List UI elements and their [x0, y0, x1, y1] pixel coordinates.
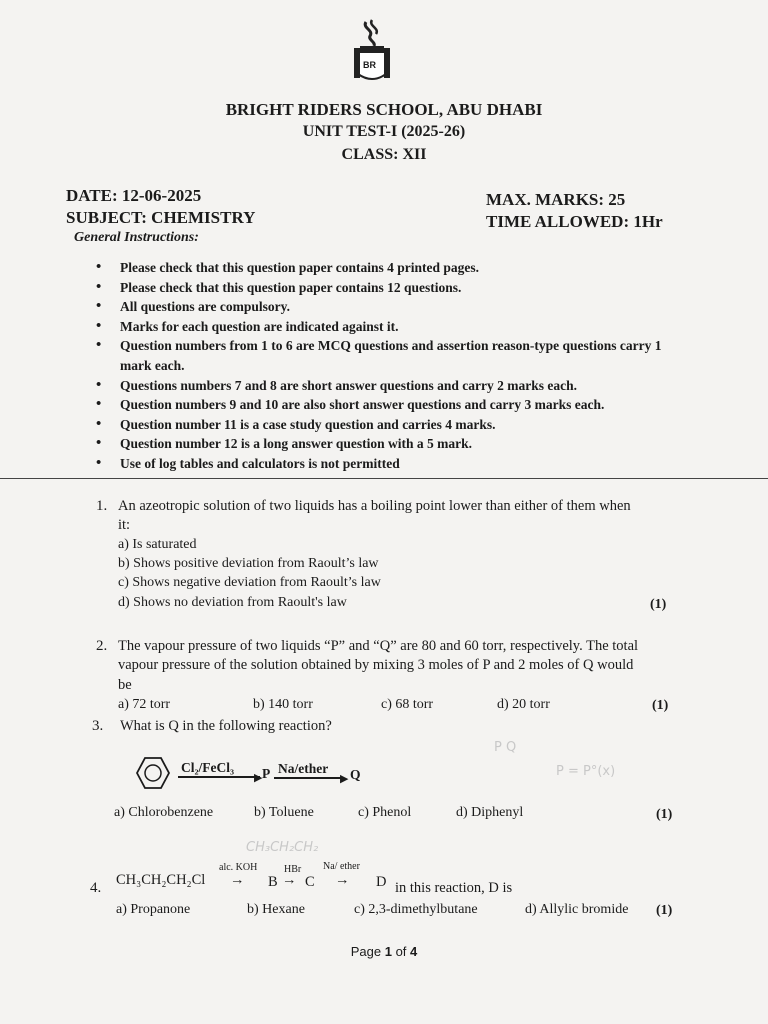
option-c: c) 2,3-dimethylbutane: [354, 902, 478, 917]
option-a: a) Is saturated: [118, 537, 197, 552]
question-text: The vapour pressure of two liquids “P” and “Q” are 80 and 60 torr, respectively. The total: [118, 638, 639, 654]
max-marks-label: MAX. MARKS: 25: [486, 190, 626, 209]
class-label: CLASS: XII: [341, 146, 427, 163]
reagent-2: Na/ether: [278, 761, 329, 776]
reaction-arrow: [178, 776, 260, 778]
instruction-item: • Question number 11 is a case study question and carries 4 marks.: [96, 415, 696, 435]
product-p: P: [262, 766, 271, 781]
marks-label: (1): [656, 903, 673, 918]
benzene-ring-icon: [136, 757, 170, 794]
reagent-2: HBr: [284, 864, 302, 875]
subject-label: SUBJECT: CHEMISTRY: [66, 208, 256, 227]
instruction-item: • Question numbers 9 and 10 are also short answer questions and carry 3 marks each.: [96, 395, 696, 415]
question-text: vapour pressure of the solution obtained by mixing 3 moles of P and 2 moles of Q would: [118, 657, 634, 673]
intermediate-c: C: [305, 874, 315, 890]
arrow-head-icon: ▶: [254, 772, 263, 784]
handwritten-note: P = P°(x): [556, 764, 616, 779]
option-d: d) Diphenyl: [456, 805, 524, 820]
question-number: 2.: [96, 638, 108, 654]
section-divider: [0, 478, 768, 479]
instruction-item: • Questions numbers 7 and 8 are short answer questions and carry 2 marks each.: [96, 376, 696, 396]
instruction-item: • Marks for each question are indicated against it.: [96, 317, 696, 337]
option-a: a) Chlorobenzene: [114, 805, 214, 820]
page-number: Page 1 of 4: [350, 944, 418, 959]
arrow: →: [282, 872, 297, 888]
question-number: 4.: [90, 880, 102, 896]
question-text: it:: [118, 517, 131, 533]
marks-label: (1): [650, 597, 667, 612]
option-b: b) Shows positive deviation from Raoult’s law: [118, 556, 379, 571]
question-number: 3.: [92, 718, 104, 734]
handwritten-note: P Q: [494, 740, 517, 755]
option-c: c) Shows negative deviation from Raoult’s law: [118, 575, 381, 590]
reagent-1: alc. KOH: [219, 862, 258, 873]
arrow: →: [230, 872, 245, 888]
question-text: What is Q in the following reaction?: [120, 718, 332, 734]
reagent-3: Na/ ether: [323, 861, 360, 872]
instruction-item: • Question number 12 is a long answer question with a 5 mark.: [96, 434, 696, 454]
option-a: a) Propanone: [116, 902, 191, 917]
instruction-item: • Question numbers from 1 to 6 are MCQ questions and assertion reason-type questions carry 1 mark each.: [96, 336, 696, 375]
option-c: c) 68 torr: [381, 697, 434, 712]
option-c: c) Phenol: [358, 805, 412, 820]
option-b: b) Toluene: [254, 805, 314, 820]
arrow: →: [335, 872, 350, 888]
option-a: a) 72 torr: [118, 697, 171, 712]
time-allowed-label: TIME ALLOWED: 1Hr: [486, 212, 663, 231]
product-q: Q: [350, 767, 361, 782]
marks-label: (1): [656, 807, 673, 822]
option-b: b) 140 torr: [253, 697, 313, 712]
test-title: UNIT TEST-I (2025-26): [302, 123, 466, 140]
option-b: b) Hexane: [247, 902, 305, 917]
instruction-item: • Use of log tables and calculators is not permitted: [96, 454, 696, 474]
instructions-list: [96, 258, 696, 474]
logo-text: BR: [363, 60, 376, 70]
school-logo: [352, 18, 392, 88]
option-d: d) Allylic bromide: [525, 902, 629, 917]
handwritten-note: CH₃CH₂CH₂: [246, 840, 319, 855]
product-d: D: [376, 874, 387, 890]
instruction-item: • All questions are compulsory.: [96, 297, 696, 317]
instruction-item: • Please check that this question paper contains 4 printed pages.: [96, 258, 696, 278]
option-d: d) Shows no deviation from Raoult's law: [118, 595, 347, 610]
reagent-1: Cl₂/FeCl₃: [181, 760, 235, 775]
school-name: BRIGHT RIDERS SCHOOL, ABU DHABI: [225, 100, 543, 119]
date-label: DATE: 12-06-2025: [66, 186, 202, 205]
instructions-title: General Instructions:: [74, 230, 199, 245]
question-text: be: [118, 677, 132, 693]
instruction-item: • Please check that this question paper contains 12 questions.: [96, 278, 696, 298]
reaction-arrow: [274, 777, 344, 779]
question-number: 1.: [96, 498, 108, 514]
reactant: CH₃CH₂CH₂Cl: [116, 872, 206, 888]
question-text: in this reaction, D is: [395, 880, 513, 896]
arrow-head-icon: ▶: [340, 773, 349, 785]
marks-label: (1): [652, 698, 669, 713]
option-d: d) 20 torr: [497, 697, 550, 712]
question-text: An azeotropic solution of two liquids has a boiling point lower than either of them when: [118, 498, 631, 514]
intermediate-b: B: [268, 874, 278, 890]
